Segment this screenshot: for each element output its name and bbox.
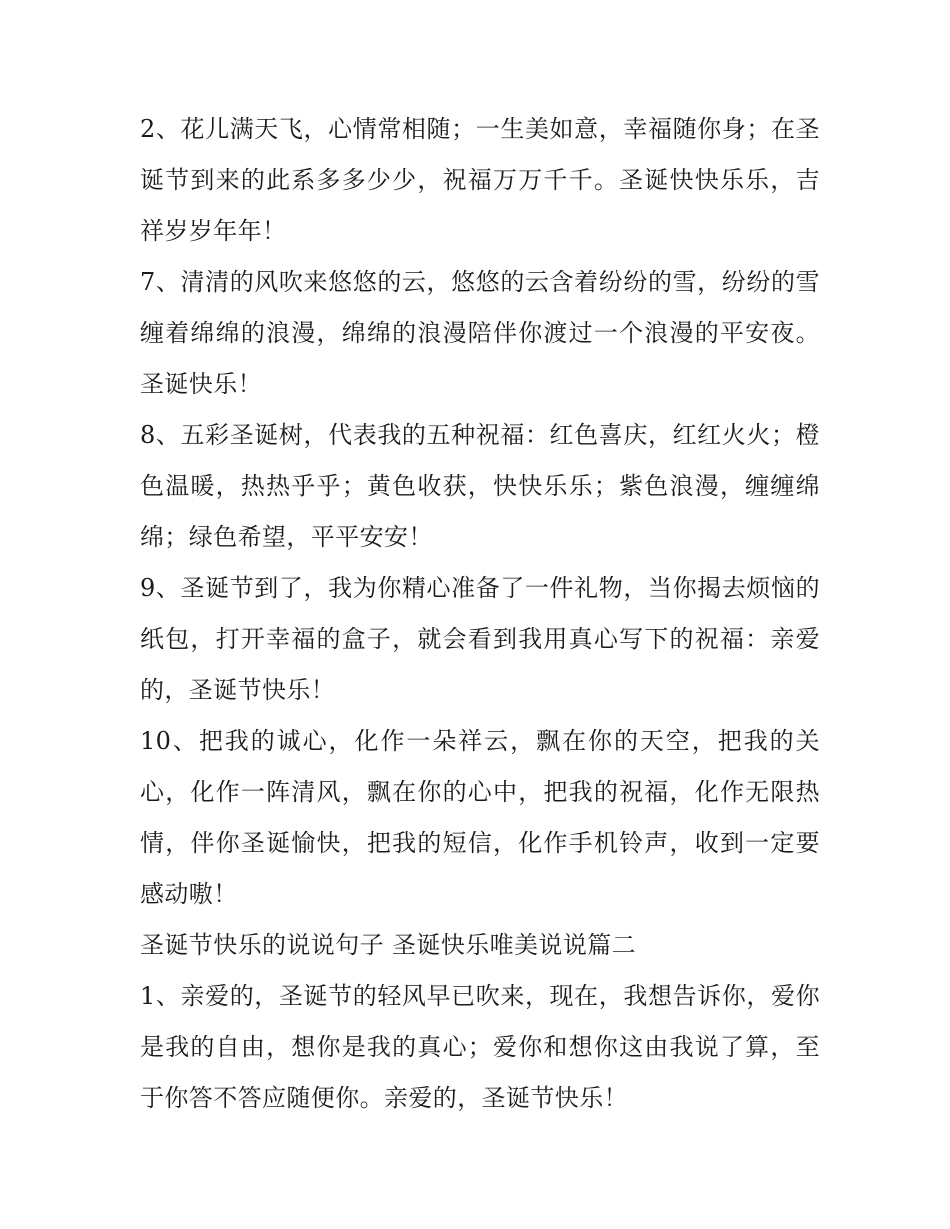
document-body (140, 104, 820, 1124)
paragraph-10: 10、把我的诚心，化作一朵祥云，飘在你的天空，把我的关心，化作一阵清风，飘在你的心中，把我的祝福，化作无限热情，伴你圣诞愉快，把我的短信，化作手机铃声，收到一定要感动嗷！ (140, 727, 820, 908)
paragraph-8: 8、五彩圣诞树，代表我的五种祝福：红色喜庆，红红火火；橙色温暖，热热乎乎；黄色收获，快快乐乐；紫色浪漫，缠缠绵绵；绿色希望，平平安安！ (140, 421, 820, 551)
section-heading: 圣诞节快乐的说说句子 圣诞快乐唯美说说篇二 (140, 931, 637, 959)
paragraph-7: 7、清清的风吹来悠悠的云，悠悠的云含着纷纷的雪，纷纷的雪缠着绵绵的浪漫，绵绵的浪漫陪伴你渡过一个浪漫的平安夜。圣诞快乐！ (140, 268, 820, 398)
paragraph-2: 2、花儿满天飞，心情常相随；一生美如意，幸福随你身；在圣诞节到来的此系多多少少，祝福万万千千。圣诞快快乐乐，吉祥岁岁年年！ (140, 115, 820, 245)
section-paragraph-1: 1、亲爱的，圣诞节的轻风早已吹来，现在，我想告诉你，爱你是我的自由，想你是我的真心；爱你和想你这由我说了算，至于你答不答应随便你。亲爱的，圣诞节快乐！ (140, 982, 820, 1112)
paragraph-9: 9、圣诞节到了，我为你精心准备了一件礼物，当你揭去烦恼的纸包，打开幸福的盒子，就会看到我用真心写下的祝福：亲爱的，圣诞节快乐！ (140, 574, 820, 704)
